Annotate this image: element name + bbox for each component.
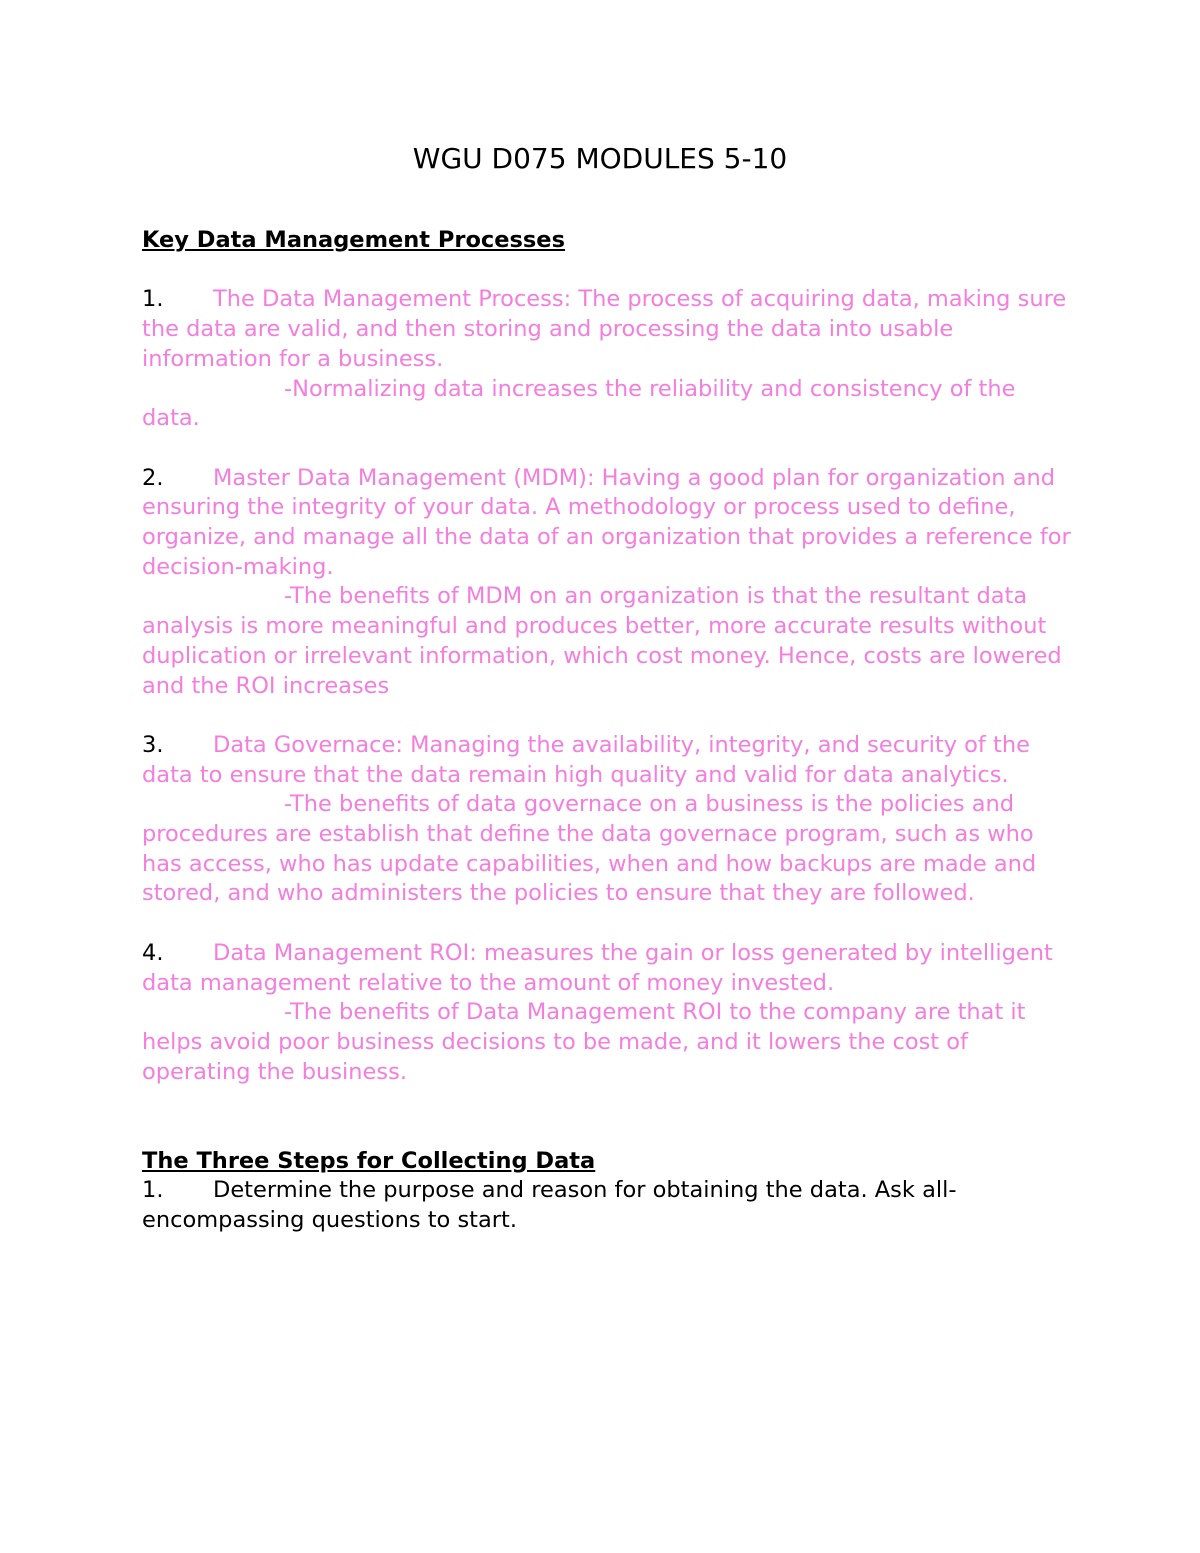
list-number: 1. <box>142 1177 164 1204</box>
list-item-text: The Data Management Process: The process of acquiring data, making sure the data are valid, and then storing and processing the data into usable information for a business. <box>142 286 1067 372</box>
list-item-text: Master Data Management (MDM): Having a good plan for organization and ensuring the integrity of your data. A methodology or process used to define, organize, and manage all the data of an organization that provides a reference for decision-making. <box>142 464 1071 580</box>
section-heading-key-data-management: Key Data Management Processes <box>142 227 565 253</box>
step-item-text: Determine the purpose and reason for obtaining the data. Ask all-encompassing questions to start. <box>142 1177 957 1234</box>
document-title: WGU D075 MODULES 5-10 <box>412 142 788 175</box>
list-item-note-text: -The benefits of MDM on an organization is that the resultant data analysis is more meaningful and produces better, more accurate results without duplication or irrelevant information, which cost money. Hence, costs are lowered and the ROI increases <box>142 583 1062 699</box>
list-number: 2. <box>142 464 164 491</box>
list-item-note <box>142 790 1072 909</box>
list-number: 4. <box>142 939 164 966</box>
list-item-note-text: -The benefits of Data Management ROI to the company are that it helps avoid poor business decisions to be made, and it lowers the cost of operating the business. <box>142 999 1026 1085</box>
list-item-1 <box>142 285 1072 374</box>
list-item-note <box>142 582 1072 701</box>
list-item-4 <box>142 939 1072 998</box>
step-item-1 <box>142 1176 1072 1235</box>
list-item-note-text: -Normalizing data increases the reliability and consistency of the data. <box>142 375 1016 432</box>
section-heading-three-steps: The Three Steps for Collecting Data <box>142 1147 596 1174</box>
list-item-2 <box>142 464 1072 583</box>
document-body <box>142 226 1072 1236</box>
list-item-note <box>142 375 1072 434</box>
list-number: 3. <box>142 731 164 758</box>
list-item-text: Data Governace: Managing the availability, integrity, and security of the data to ensure that the data remain high quality and valid for data analytics. <box>142 731 1030 788</box>
list-item-text: Data Management ROI: measures the gain or loss generated by intelligent data management relative to the amount of money invested. <box>142 939 1053 996</box>
list-item-note <box>142 998 1072 1087</box>
list-item-3 <box>142 731 1072 790</box>
list-number: 1. <box>142 286 164 313</box>
list-item-note-text: -The benefits of data governace on a business is the policies and procedures are establish that define the data governace program, such as who has access, who has update capabilities, when and how backups are made and stored, and who administers the policies to ensure that they are followed. <box>142 791 1037 907</box>
